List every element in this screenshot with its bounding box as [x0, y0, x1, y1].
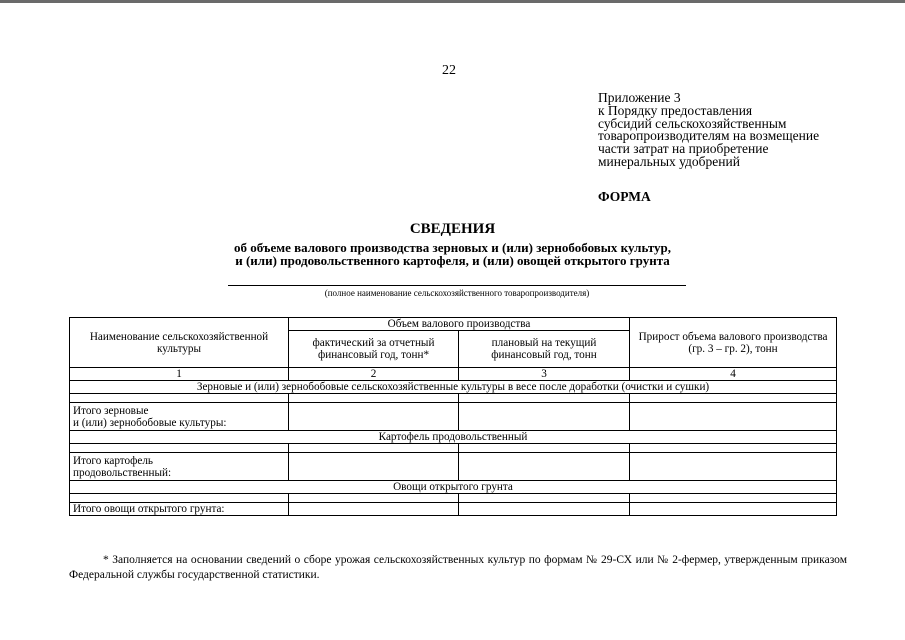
- total-label-line: продовольственный:: [73, 466, 172, 479]
- appendix-line: товаропроизводителям на возмещение: [598, 128, 820, 144]
- total-label-line: и (или) зернобобовые культуры:: [73, 416, 227, 429]
- table-cell[interactable]: [289, 403, 459, 431]
- total-label-line: Итого зерновые: [73, 404, 149, 417]
- table-cell[interactable]: [459, 394, 630, 403]
- appendix-line: к Порядку предоставления: [598, 102, 753, 118]
- column-number: 3: [459, 368, 630, 381]
- total-row-potato: [70, 453, 837, 481]
- header-planned: плановый на текущий финансовый год, тонн: [459, 331, 630, 368]
- table-cell[interactable]: [630, 494, 837, 503]
- table-cell[interactable]: [459, 494, 630, 503]
- page-number: 22: [442, 63, 456, 78]
- table-cell[interactable]: [630, 503, 837, 516]
- section-row-veg: [70, 481, 837, 494]
- table-cell[interactable]: [289, 494, 459, 503]
- section-title-grain: Зерновые и (или) зернобобовые сельскохозяйственные культуры в весе после доработки (очистки и сушки): [70, 381, 837, 394]
- table-cell[interactable]: [70, 394, 289, 403]
- appendix-line: минеральных удобрений: [598, 153, 740, 169]
- section-title-potato: Картофель продовольственный: [70, 431, 837, 444]
- table-cell[interactable]: [70, 494, 289, 503]
- total-label-line: Итого картофель: [73, 454, 154, 467]
- table-cell[interactable]: [70, 444, 289, 453]
- table-cell[interactable]: [289, 394, 459, 403]
- table-cell[interactable]: [289, 453, 459, 481]
- header-actual: фактический за отчетный финансовый год, тонн*: [289, 331, 459, 368]
- total-label-veg: Итого овощи открытого грунта:: [70, 503, 289, 516]
- table-cell[interactable]: [630, 403, 837, 431]
- section-row-grain: [70, 381, 837, 394]
- section-title-veg: Овощи открытого грунта: [70, 481, 837, 494]
- table-cell[interactable]: [630, 453, 837, 481]
- table-row-empty: [70, 444, 837, 453]
- section-row-potato: [70, 431, 837, 444]
- appendix-line: субсидий сельскохозяйственным: [598, 115, 787, 131]
- total-label-grain: [70, 403, 289, 431]
- document-subtitle: [0, 241, 905, 267]
- subtitle-line-2: и (или) продовольственного картофеля, и (или) овощей открытого грунта: [235, 253, 670, 268]
- column-number: 2: [289, 368, 459, 381]
- producer-name-caption: (полное наименование сельскохозяйственного товаропроизводителя): [324, 288, 590, 298]
- subtitle-line-1: об объеме валового производства зерновых и (или) зернобобовых культур,: [233, 240, 672, 255]
- column-number: 1: [70, 368, 289, 381]
- appendix-block: [598, 92, 819, 169]
- total-row-veg: [70, 503, 837, 516]
- form-label: ФОРМА: [598, 189, 651, 204]
- table-cell[interactable]: [289, 503, 459, 516]
- document-title: СВЕДЕНИЯ: [409, 221, 496, 237]
- table-cell[interactable]: [289, 444, 459, 453]
- table-cell[interactable]: [459, 403, 630, 431]
- column-number: 4: [630, 368, 837, 381]
- production-table: [69, 317, 837, 516]
- table-cell[interactable]: [630, 444, 837, 453]
- header-row-group: [70, 318, 837, 331]
- table-cell[interactable]: [459, 453, 630, 481]
- producer-name-fill-line: [228, 285, 686, 286]
- table-cell[interactable]: [459, 503, 630, 516]
- appendix-line: части затрат на приобретение: [598, 141, 769, 157]
- header-crop-name: Наименование сельскохозяйственной культуры: [70, 318, 289, 368]
- appendix-line: Приложение 3: [598, 90, 681, 105]
- column-number-row: [70, 368, 837, 381]
- header-volume-group: Объем валового производства: [289, 318, 630, 331]
- total-label-potato: [70, 453, 289, 481]
- table-cell[interactable]: [459, 444, 630, 453]
- table-row-empty: [70, 494, 837, 503]
- table-row-empty: [70, 394, 837, 403]
- top-border-line: [0, 0, 905, 3]
- total-row-grain: [70, 403, 837, 431]
- header-growth: Прирост объема валового производства (гр. 3 – гр. 2), тонн: [630, 318, 837, 368]
- footnote: * Заполняется на основании сведений о сборе урожая сельскохозяйственных культур по формам № 29-СХ или № 2-фермер, утвержденным приказом Федеральной службы государственной статистики.: [69, 554, 847, 581]
- table-cell[interactable]: [630, 394, 837, 403]
